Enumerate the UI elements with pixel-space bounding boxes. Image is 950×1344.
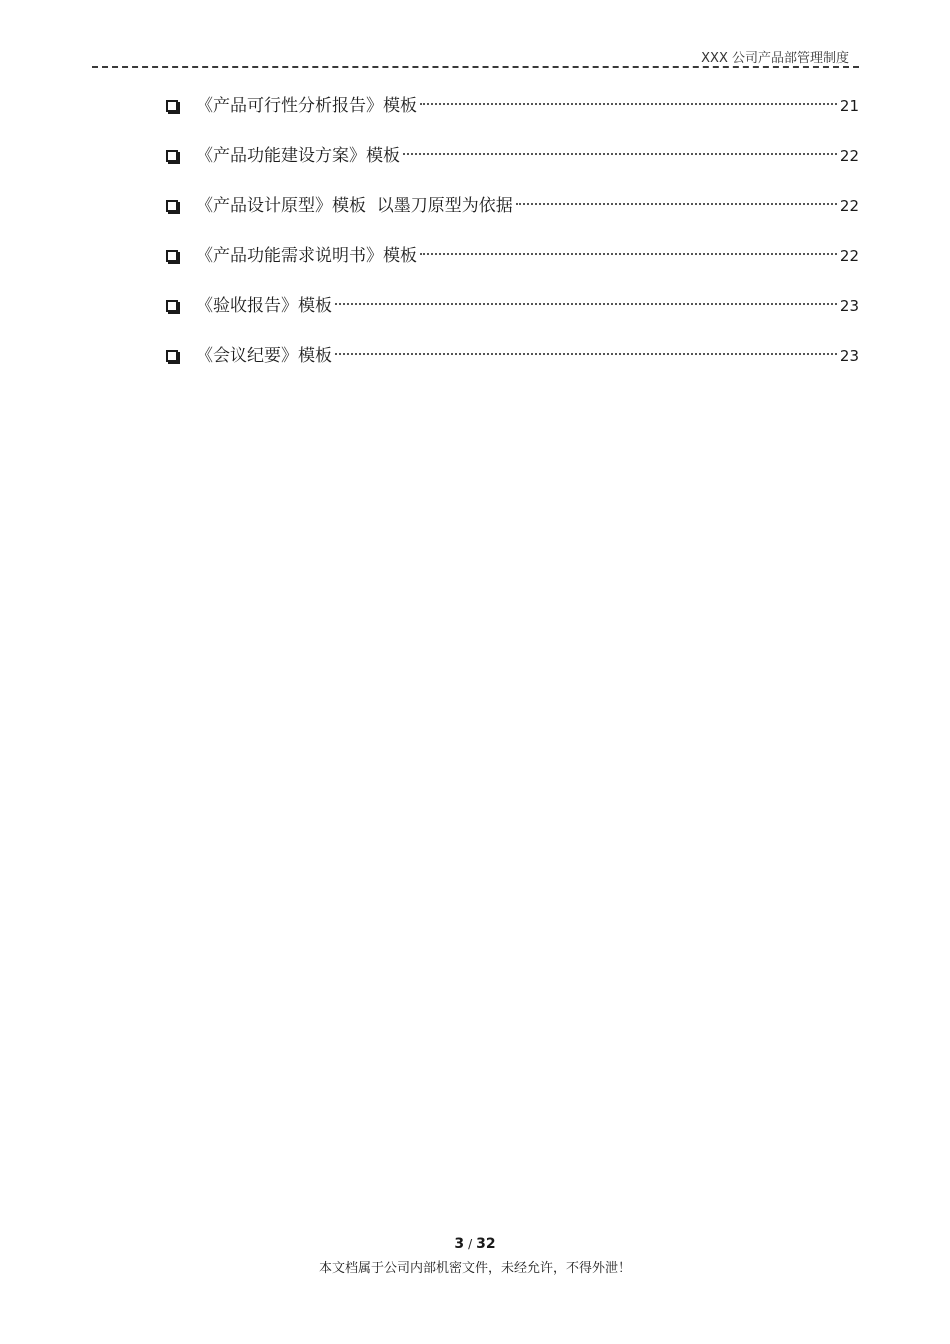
square-bullet-icon bbox=[166, 300, 178, 312]
toc-dot-leader bbox=[420, 103, 837, 105]
square-bullet-icon bbox=[166, 150, 178, 162]
toc-entry-label: 《产品可行性分析报告》模板 bbox=[196, 96, 417, 116]
toc-entry[interactable] bbox=[166, 140, 859, 190]
toc-entry-label: 《会议纪要》模板 bbox=[196, 346, 332, 366]
toc-entry[interactable] bbox=[166, 340, 859, 390]
current-page-number: 3 bbox=[454, 1236, 465, 1252]
toc-entry-page: 22 bbox=[839, 197, 859, 215]
toc-entry-label: 《产品功能建设方案》模板 bbox=[196, 146, 400, 166]
toc-entry[interactable] bbox=[166, 240, 859, 290]
page-number bbox=[0, 1236, 950, 1252]
square-bullet-icon bbox=[166, 250, 178, 262]
toc-entry-label: 《产品功能需求说明书》模板 bbox=[196, 246, 417, 266]
toc-entry[interactable] bbox=[166, 290, 859, 340]
toc-dot-leader bbox=[516, 203, 837, 205]
page-header bbox=[92, 44, 859, 68]
square-bullet-icon bbox=[166, 100, 178, 112]
toc-entry[interactable] bbox=[166, 90, 859, 140]
toc-dot-leader bbox=[335, 303, 837, 305]
square-bullet-icon bbox=[166, 350, 178, 362]
toc-entry[interactable] bbox=[166, 190, 859, 240]
toc-dot-leader bbox=[335, 353, 837, 355]
toc-entry-label: 《产品设计原型》模板 以墨刀原型为依据 bbox=[196, 196, 513, 216]
toc-entry-page: 23 bbox=[839, 347, 859, 365]
square-bullet-icon bbox=[166, 200, 178, 212]
toc-dot-leader bbox=[420, 253, 837, 255]
header-title: XXX 公司产品部管理制度 bbox=[701, 51, 849, 66]
toc-entry-label: 《验收报告》模板 bbox=[196, 296, 332, 316]
total-pages: 32 bbox=[476, 1236, 496, 1252]
toc-entry-page: 22 bbox=[839, 247, 859, 265]
confidentiality-notice: 本文档属于公司内部机密文件，未经允许，不得外泄！ bbox=[318, 1261, 631, 1276]
table-of-contents bbox=[166, 90, 859, 390]
toc-entry-page: 23 bbox=[839, 297, 859, 315]
toc-dot-leader bbox=[403, 153, 837, 155]
header-divider bbox=[92, 66, 859, 68]
toc-entry-page: 22 bbox=[839, 147, 859, 165]
page-separator: / bbox=[468, 1237, 473, 1251]
toc-entry-page: 21 bbox=[839, 97, 859, 115]
